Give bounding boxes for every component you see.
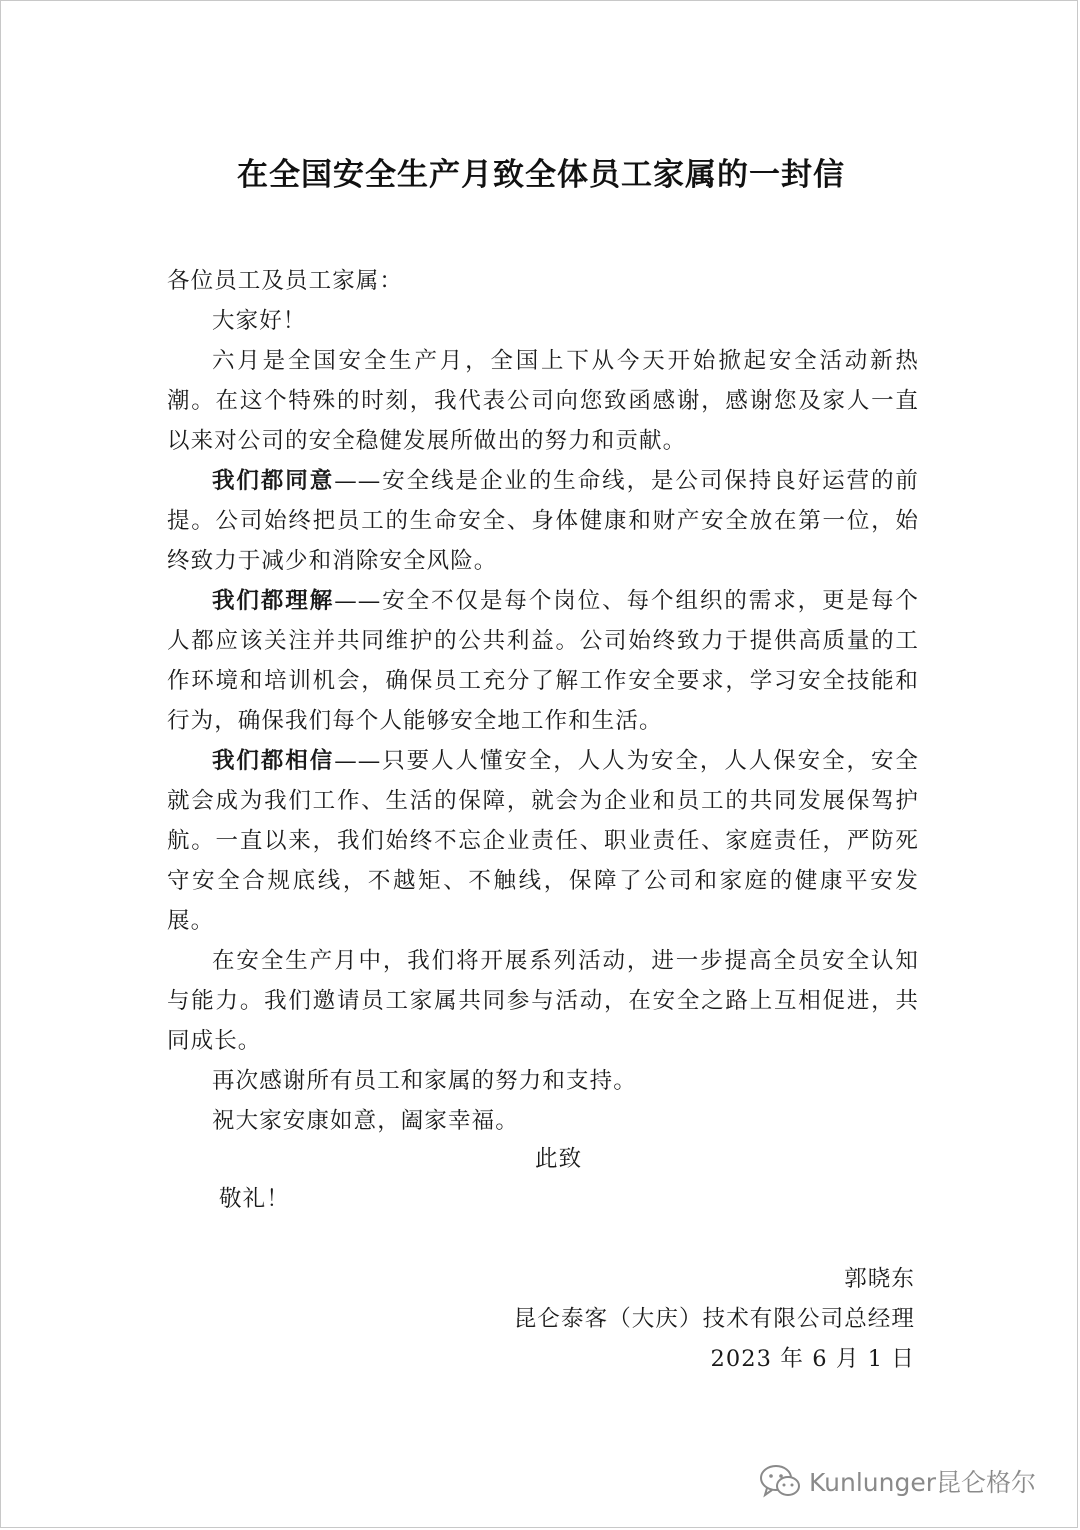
salutation: 各位员工及员工家属： bbox=[167, 268, 404, 294]
paragraph-3-lead: 我们都理解 bbox=[212, 588, 335, 614]
paragraph-3 bbox=[167, 581, 919, 741]
paragraph-5: 在安全生产月中，我们将开展系列活动，进一步提高全员安全认知与能力。我们邀请员工家属共同参与活动，在安全之路上互相促进，共同成长。 bbox=[167, 948, 919, 1054]
paragraph-3-text: ——安全不仅是每个岗位、每个组织的需求，更是每个人都应该关注并共同维护的公共利益。公司始终致力于提供高质量的工作环境和培训机会，确保员工充分了解工作安全要求，学习安全技能和行为，确保我们每个人能够安全地工作和生活。 bbox=[167, 588, 919, 734]
watermark-text: Kunlunger昆仑格尔 bbox=[809, 1468, 1037, 1497]
paragraph-4-lead: 我们都相信 bbox=[212, 748, 335, 774]
paragraph-1: 六月是全国安全生产月，全国上下从今天开始掀起安全活动新热潮。在这个特殊的时刻，我代表公司向您致函感谢，感谢您及家人一直以来对公司的安全稳健发展所做出的努力和贡献。 bbox=[167, 348, 919, 454]
paragraph-7: 祝大家安康如意，阖家幸福。 bbox=[212, 1108, 519, 1134]
signature-org: 昆仑泰客（大庆）技术有限公司总经理 bbox=[513, 1306, 915, 1332]
greeting: 大家好！ bbox=[212, 308, 307, 334]
paragraph-4 bbox=[167, 741, 919, 941]
letter-title: 在全国安全生产月致全体员工家属的一封信 bbox=[237, 157, 845, 193]
paragraph-2 bbox=[167, 461, 919, 581]
watermark bbox=[759, 1463, 1036, 1499]
regards-phrase: 敬礼！ bbox=[219, 1186, 290, 1212]
closing-phrase: 此致 bbox=[535, 1146, 583, 1172]
paragraph-4-text: ——只要人人懂安全，人人为安全，人人保安全，安全就会成为我们工作、生活的保障，就会为企业和员工的共同发展保驾护航。一直以来，我们始终不忘企业责任、职业责任、家庭责任，严防死守安全合规底线，不越矩、不触线，保障了公司和家庭的健康平安发展。 bbox=[167, 748, 919, 934]
signature-date: 2023 年 6 月 1 日 bbox=[710, 1346, 915, 1372]
paragraph-2-text: ——安全线是企业的生命线，是公司保持良好运营的前提。公司始终把员工的生命安全、身体健康和财产安全放在第一位，始终致力于减少和消除安全风险。 bbox=[167, 468, 919, 574]
signature-name: 郭晓东 bbox=[844, 1266, 915, 1292]
wechat-icon bbox=[759, 1463, 801, 1499]
paragraph-2-lead: 我们都同意 bbox=[212, 468, 335, 494]
paragraph-6: 再次感谢所有员工和家属的努力和支持。 bbox=[212, 1068, 637, 1094]
letter-body bbox=[167, 261, 919, 1141]
